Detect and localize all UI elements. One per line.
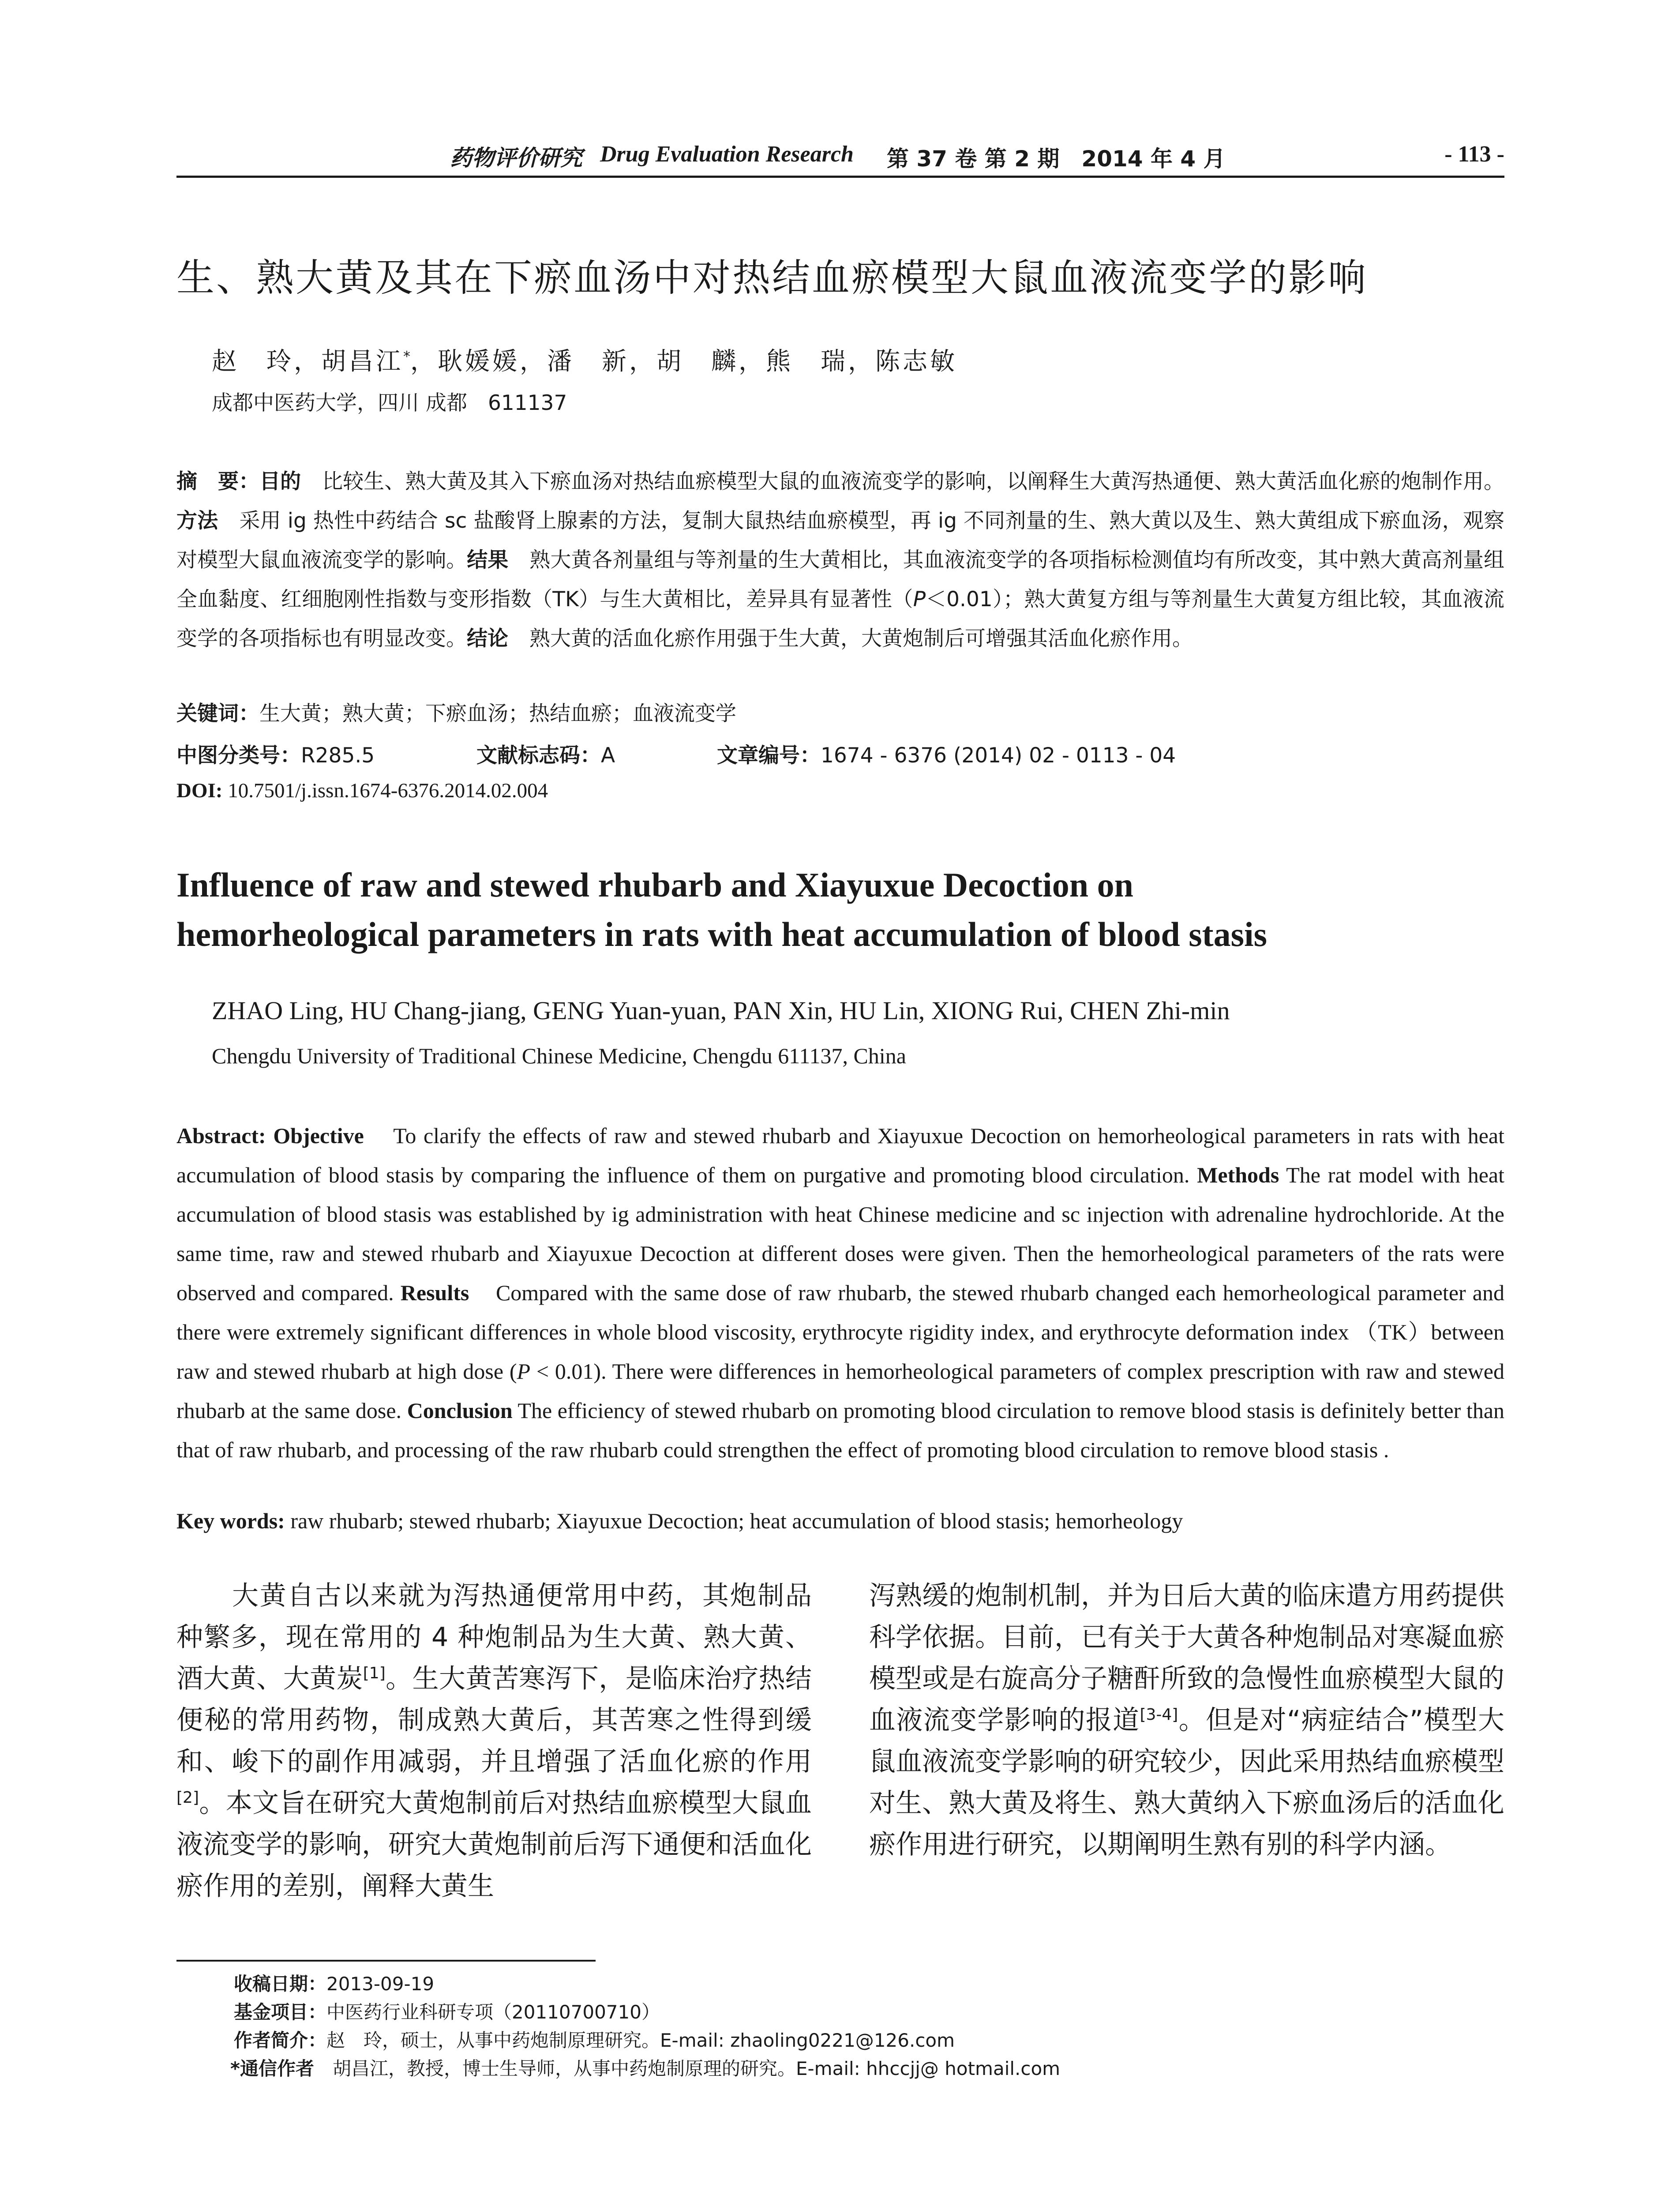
footnote-author-bio — [234, 2026, 1060, 2055]
cn-methods-label: 方法 — [176, 509, 218, 533]
en-affiliation: Chengdu University of Traditional Chinese Medicine, Chengdu 611137, China — [212, 1043, 906, 1068]
document-code — [476, 739, 615, 769]
cn-abstract-label: 摘 要： — [176, 469, 260, 494]
cn-keywords-text: 生大黄；熟大黄；下瘀血汤；热结血瘀；血液流变学 — [259, 702, 736, 726]
body-text: 。本文旨在研究大黄炮制前后对热结血瘀模型大鼠血液流变学的影响，研究大黄炮制前后泻下通便和活血化瘀作用的差别，阐释大黄生 — [176, 1788, 812, 1902]
citation-ref[interactable]: [1] — [363, 1664, 386, 1682]
cn-objective-text: 比较生、熟大黄及其入下瘀血汤对热结血瘀模型大鼠的血液流变学的影响，以阐释生大黄泻热通便、熟大黄活血化瘀的炮制作用。 — [322, 469, 1505, 494]
en-methods-label: Methods — [1197, 1163, 1279, 1187]
body-text: 大黄自古以来就为泻热通便常用中药，其炮制品种繁多，现在常用的 4 种炮制品为生大黄、熟大黄、酒大黄、大黄炭 — [176, 1580, 812, 1694]
cn-results-text: 熟大黄各剂量组与等剂量的生大黄相比，其血液流变学的各项指标检测值均有所改变，其中熟大黄高剂量组全血黏度、红细胞刚性指数与变形指数（TK）与生大黄相比，差异具有显著性（ — [176, 548, 1505, 612]
en-results-text: Compared with the same dose of raw rhubarb, the stewed rhubarb changed each hemorheological parameter and there were extremely significant differences in whole blood viscosity, erythrocyte rigidity index, and erythrocyte deformation index （TK）between raw and stewed rhubarb at high dose ( — [176, 1280, 1505, 1384]
cn-objective-label: 目的 — [259, 469, 301, 494]
cn-affiliation: 成都中医药大学，四川 成都 611137 — [212, 391, 567, 415]
footnote-text: 2013-09-19 — [326, 1973, 435, 1995]
cn-keywords — [176, 697, 736, 727]
footnote-label: 作者简介： — [234, 2030, 327, 2051]
body-text: 。生大黄苦寒泻下，是临床治疗热结便秘的常用药物，制成熟大黄后，其苦寒之性得到缓和、峻下的副作用减弱，并且增强了活血化瘀的作用 — [176, 1663, 812, 1777]
en-results-label: Results — [400, 1280, 469, 1305]
clc-label: 中图分类号： — [176, 743, 301, 768]
en-keywords-text: raw rhubarb; stewed rhubarb; Xiayuxue Decoction; heat accumulation of blood stasis; hemorheology — [290, 1508, 1183, 1533]
article-number-value: 1674 - 6376 (2014) 02 - 0113 - 04 — [821, 743, 1176, 768]
en-title — [176, 860, 1544, 959]
footnote-corresponding — [230, 2055, 1060, 2083]
en-conclusion-label: Conclusion — [407, 1398, 513, 1423]
cn-authors-part1: 赵 玲，胡昌江 — [212, 347, 403, 376]
clc-number — [176, 739, 375, 769]
journal-name: Drug Evaluation Research — [600, 142, 854, 167]
issue-info: 第 37 卷 第 2 期 2014 年 4 月 — [887, 146, 1226, 172]
body-column-left — [176, 1575, 812, 1907]
article-number — [717, 739, 1176, 769]
en-authors: ZHAO Ling, HU Chang-jiang, GENG Yuan-yuan, PAN Xin, HU Lin, XIONG Rui, CHEN Zhi-min — [212, 996, 1230, 1025]
footnote-label: 收稿日期： — [234, 1973, 327, 1995]
cn-classification — [176, 739, 1504, 770]
body-column-right — [869, 1575, 1504, 1865]
cn-title: 生、熟大黄及其在下瘀血汤中对热结血瘀模型大鼠血液流变学的影响 — [176, 256, 1368, 300]
article-number-label: 文章编号： — [717, 743, 821, 768]
cn-keywords-label: 关键词： — [176, 702, 259, 726]
clc-value: R285.5 — [301, 743, 375, 768]
en-methods-text: The rat model with heat accumulation of blood stasis was established by ig administration with heat Chinese medicine and sc injection with adrenaline hydrochloride. At the same time, raw and stewed rhubarb and Xiayuxue Decoction at different doses were given. Then the hemorheological parameters of the rats were observed and compared. — [176, 1163, 1505, 1305]
document-code-label: 文献标志码： — [476, 743, 601, 768]
page-number: - 113 - — [1444, 142, 1504, 167]
cn-conclusion-label: 结论 — [467, 627, 508, 651]
footnote-text: 赵 玲，硕士，从事中药炮制原理研究。E-mail: zhaoling0221@126.com — [326, 2030, 955, 2051]
cn-methods-text: 采用 ig 热性中药结合 sc 盐酸肾上腺素的方法，复制大鼠热结血瘀模型，再 ig 不同剂量的生、熟大黄以及生、熟大黄组成下瘀血汤，观察对模型大鼠血液流变学的影响。 — [176, 509, 1505, 572]
body-text: 泻熟缓的炮制机制，并为日后大黄的临床遣方用药提供科学依据。目前，已有关于大黄各种炮制品对寒凝血瘀模型或是右旋高分子糖酐所致的急慢性血瘀模型大鼠的血液流变学影响的报道 — [869, 1580, 1504, 1736]
cn-results-end: ＜0.01）；熟大黄复方组与等剂量生大黄复方组比较，其血液流变学的各项指标也有明显改变。 — [176, 587, 1504, 651]
footnote-fund — [234, 1998, 1060, 2026]
doi-value[interactable]: 10.7501/j.issn.1674-6376.2014.02.004 — [228, 779, 548, 802]
en-conclusion-text: The efficiency of stewed rhubarb on promoting blood circulation to remove blood stasis is definitely better than that of raw rhubarb, and processing of the raw rhubarb could strengthen the effect of promoting blood circulation to remove blood stasis . — [176, 1398, 1505, 1462]
citation-ref[interactable]: [2] — [176, 1789, 199, 1807]
footnotes — [230, 1970, 1061, 2083]
header-rule — [176, 176, 1504, 178]
body-paragraph-cont — [869, 1575, 1504, 1865]
en-results-p: P — [517, 1359, 531, 1384]
cn-authors-part2: ，耿媛媛，潘 新，胡 麟，熊 瑞，陈志敏 — [410, 347, 957, 376]
footnote-label: 基金项目： — [234, 2001, 327, 2023]
footnote-received — [234, 1970, 1060, 1998]
footnote-text: 中医药行业科研专项（20110700710） — [326, 2001, 660, 2023]
footnote-text: 胡昌江，教授，博士生导师，从事中药炮制原理的研究。E-mail: hhccjj@ hotmail.com — [314, 2058, 1061, 2079]
cn-results-label: 结果 — [467, 548, 509, 572]
doi-line — [176, 779, 548, 803]
cn-abstract — [176, 462, 1504, 658]
citation-ref[interactable]: [3-4] — [1140, 1706, 1178, 1724]
cn-authors — [212, 342, 957, 377]
en-objective-label: Objective — [273, 1123, 364, 1148]
corresponding-mark: * — [403, 348, 410, 365]
footnote-label: *通信作者 — [230, 2058, 314, 2079]
doi-label: DOI: — [176, 779, 223, 802]
en-title-line2: hemorheological parameters in rats with heat accumulation of blood stasis — [176, 915, 1268, 953]
en-abstract — [176, 1116, 1504, 1470]
journal-brand-calligraphy: 药物评价研究 — [450, 145, 582, 171]
document-code-value: A — [601, 743, 615, 768]
cn-results-p: P — [913, 587, 926, 612]
en-keywords — [176, 1508, 1183, 1534]
en-title-line1: Influence of raw and stewed rhubarb and Xiayuxue Decoction on — [176, 866, 1133, 904]
en-keywords-label: Key words: — [176, 1508, 285, 1533]
en-objective-text: To clarify the effects of raw and stewed rhubarb and Xiayuxue Decoction on hemorheological parameters in rats with heat accumulation of blood stasis by comparing the influence of them on purgative and promoting blood circulation. — [176, 1123, 1505, 1187]
footnote-rule — [176, 1960, 596, 1962]
en-results-end: < 0.01). There were differences in hemorheological parameters of complex prescription with raw and stewed rhubarb at the same dose. — [176, 1359, 1504, 1423]
body-text: 。但是对“病症结合”模型大鼠血液流变学影响的研究较少，因此采用热结血瘀模型对生、熟大黄及将生、熟大黄纳入下瘀血汤后的活血化瘀作用进行研究，以期阐明生熟有别的科学内涵。 — [869, 1705, 1504, 1860]
running-header — [176, 140, 1504, 176]
cn-conclusion-text: 熟大黄的活血化瘀作用强于生大黄，大黄炮制后可增强其活血化瘀作用。 — [529, 627, 1193, 651]
en-abstract-label: Abstract: — [176, 1123, 266, 1148]
body-paragraph — [176, 1575, 812, 1907]
